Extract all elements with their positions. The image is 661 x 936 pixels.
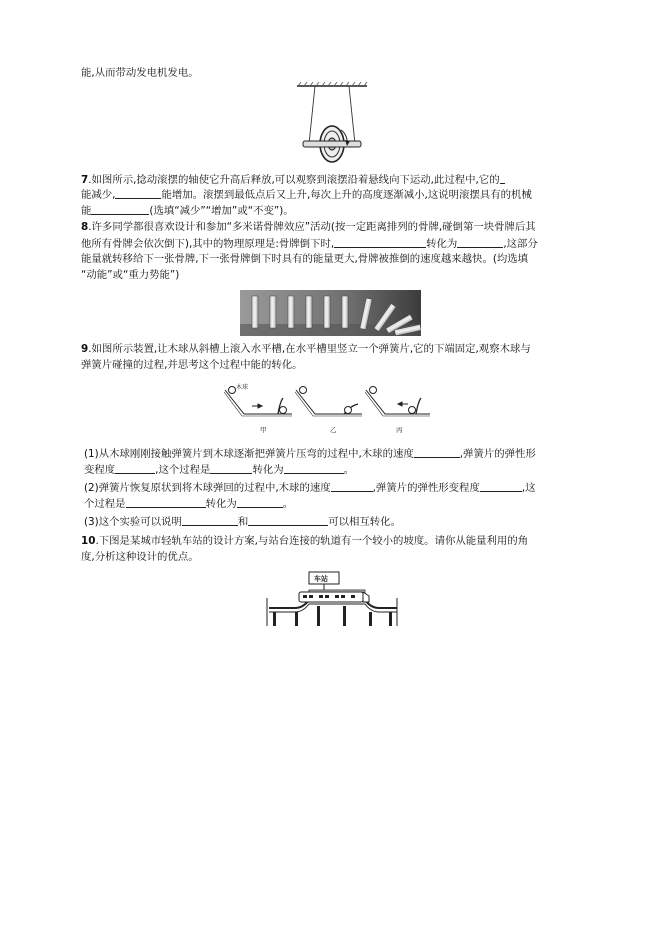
caption-yi: 乙 [330,426,337,434]
panel-yi [295,387,362,417]
q9-s2-text-d: 个过程是 [84,498,126,510]
q9-blank-1[interactable] [414,447,460,458]
station-label: 车站 [314,575,328,583]
q7-blank-1[interactable] [115,188,161,199]
q8-text-b: 转化为 [426,238,458,250]
ramp-spring-figure [222,380,432,436]
q9-s2-text-f: 。 [282,498,294,510]
q9-s1-text-c: 变程度 [84,464,116,476]
q9-blank-10[interactable] [248,515,328,526]
question-8-line-2 [81,237,538,251]
q8-blank-1[interactable] [334,237,426,248]
q9-sub1-line-2 [84,463,354,477]
question-8-line-4: “动能”或“重力势能”) [81,269,180,281]
panel-bing [365,387,430,417]
q9-sub2-line-2 [84,497,293,511]
question-10-text: .下图是某城市轻轨车站的设计方案,与站台连接的轨道有一个较小的坡度。请你从能量利用的角 [95,535,529,547]
q8-text-c: ,这部分 [503,238,538,250]
question-7-text: .如图所示,捻动滚摆的轴使它升高后释放,可以观察到滚摆沿着悬线向下运动,此过程中,它的 [88,174,500,186]
question-8-line-3: 能量就转移给下一张骨牌,下一张骨牌倒下时具有的能量更大,骨牌被推倒的速度越来越快。(均选填 [81,253,529,265]
q7-blank-2[interactable] [91,204,149,215]
question-7-line-2 [81,188,532,202]
q9-blank-7[interactable] [126,497,206,508]
q9-s2-text-b: ,弹簧片的弹性形变程度 [372,482,480,494]
question-8-text: .许多同学都很喜欢设计和参加“多米诺骨牌效应”活动(按一定距离排列的骨牌,碰倒第一块骨牌后其 [88,221,536,233]
q9-s1-text-a: (1)从木球刚刚接触弹簧片到木球逐渐把弹簧片压弯的过程中,木球的速度 [84,448,414,460]
domino-photo [240,290,421,336]
question-9-text: .如图所示装置,让木球从斜槽上滚入水平槽,在水平槽里竖立一个弹簧片,它的下端固定,观察木球与 [88,343,531,355]
q9-blank-3[interactable] [210,463,252,474]
q9-s2-text-a: (2)弹簧片恢复原状到将木球弹回的过程中,木球的速度 [84,482,331,494]
question-9-line-1 [81,343,531,356]
q9-s2-text-e: 转化为 [205,498,237,510]
q9-sub2-line-1 [84,481,536,495]
q7-text-a: 能减少, [81,189,116,201]
question-7-line-3 [81,204,294,218]
intro-line: 能,从而带动发电机发电。 [81,67,199,79]
q9-blank-8[interactable] [237,497,283,508]
q7-blank-0[interactable] [500,173,505,184]
q8-text-a: 他所有骨牌会依次倒下),其中的物理原理是:骨牌倒下时, [81,238,335,250]
q9-s1-text-f: 。 [343,464,354,476]
question-10-number: 10 [81,535,96,547]
q9-blank-4[interactable] [284,463,344,474]
caption-bing: 丙 [396,426,403,434]
q9-blank-5[interactable] [331,481,373,492]
caption-jia: 甲 [260,426,267,434]
q9-s1-text-e: 转化为 [252,464,284,476]
question-10-line-1 [81,535,528,548]
question-9-line-2: 弹簧片碰撞的过程,并思考这个过程中能的转化。 [81,359,303,371]
question-7-line-1 [81,173,505,187]
question-8-number: 8 [81,221,89,233]
light-rail-station-figure [265,570,400,630]
q9-blank-6[interactable] [480,481,522,492]
rolling-pendulum-figure [293,82,371,170]
q9-sub3-line [84,515,401,529]
q9-blank-9[interactable] [182,515,238,526]
question-9-number: 9 [81,343,89,355]
q7-text-d: (选填“减少”“增加”或“不变”)。 [149,205,294,217]
ball-label: 木球 [236,384,249,391]
q7-text-c: 能 [81,205,92,217]
q9-blank-2[interactable] [115,463,155,474]
q9-s3-text-a: (3)这个实验可以说明 [84,516,182,528]
q9-s1-text-d: ,这个过程是 [155,464,211,476]
q8-blank-2[interactable] [457,237,503,248]
q9-s3-text-c: 可以相互转化。 [328,516,401,528]
q7-text-b: 能增加。滚摆到最低点后又上升,每次上升的高度逐渐减小,这说明滚摆具有的机械 [161,189,532,201]
question-10-line-2: 度,分析这种设计的优点。 [81,551,199,563]
q9-s3-text-b: 和 [237,516,249,528]
question-8-line-1 [81,221,536,234]
question-7-number: 7 [81,174,89,186]
panel-jia [224,387,292,417]
q9-s1-text-b: ,弹簧片的弹性形 [459,448,536,460]
q9-sub1-line-1 [84,447,536,461]
q9-s2-text-c: ,这 [521,482,536,494]
